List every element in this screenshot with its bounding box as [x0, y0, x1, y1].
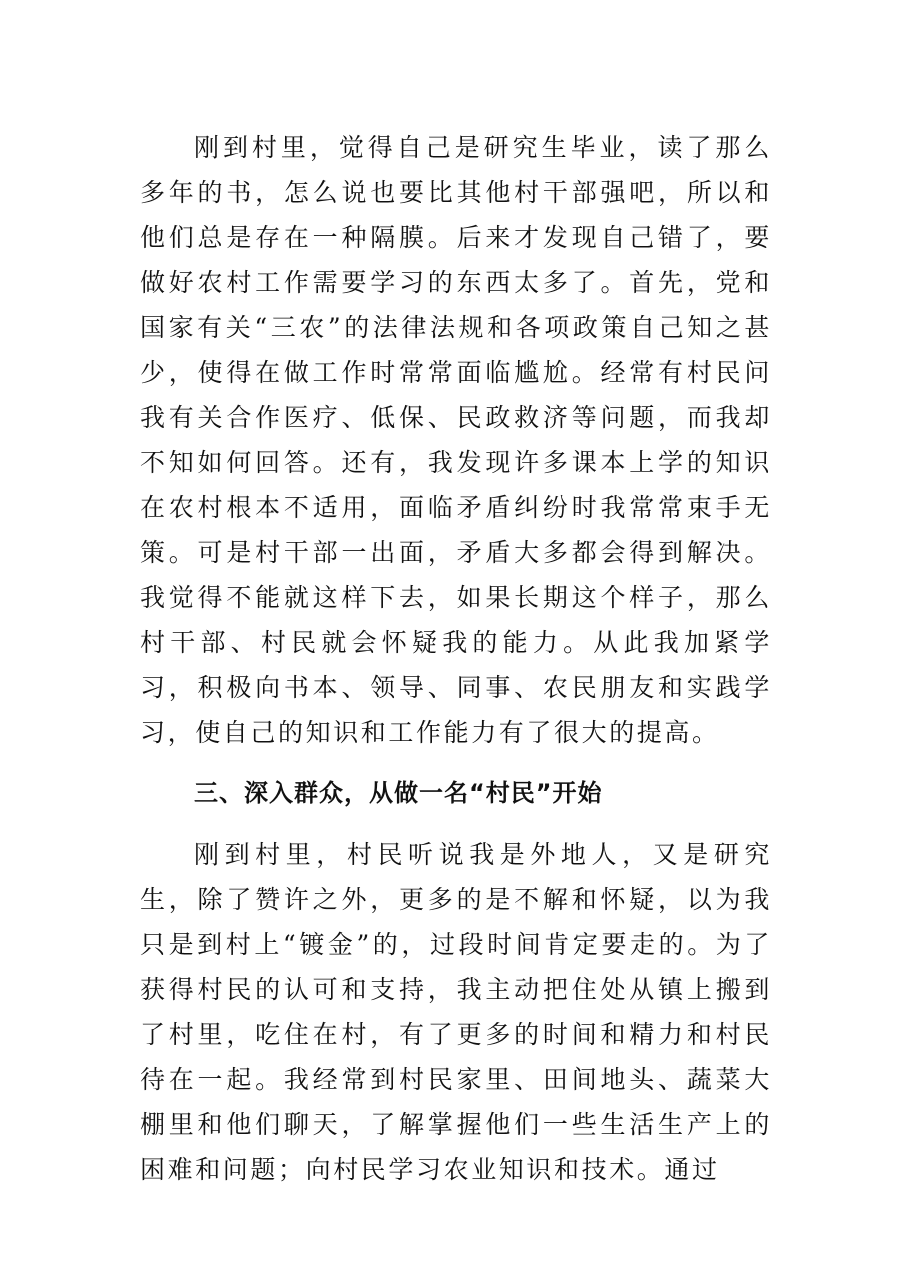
section-heading: 三、深入群众，从做一名“村民”开始	[194, 779, 603, 807]
paragraph-villagers: 刚到村里，村民听说我是外地人，又是研究生，除了赞许之外，更多的是不解和怀疑，以为我只是到村上“镀金”的，过段时间肯定要走的。为了获得村民的认可和支持，我主动把住处从镇上搬到了村里，吃住在村，有了更多的时间和精力和村民待在一起。我经常到村民家里、田间地头、蔬菜大棚里和他们聊天，了解掌握他们一些生活生产上的困难和问题；向村民学习农业知识和技术。通过	[140, 840, 772, 1184]
document-body	[140, 125, 772, 1208]
paragraph-learning: 刚到村里，觉得自己是研究生毕业，读了那么多年的书，怎么说也要比其他村干部强吧，所以和他们总是存在一种隔膜。后来才发现自己错了，要做好农村工作需要学习的东西太多了。首先，党和国家有关“三农”的法律法规和各项政策自己知之甚少，使得在做工作时常常面临尴尬。经常有村民问我有关合作医疗、低保、民政救济等问题，而我却不知如何回答。还有，我发现许多课本上学的知识在农村根本不适用，面临矛盾纠纷时我常常束手无策。可是村干部一出面，矛盾大多都会得到解决。我觉得不能就这样下去，如果长期这个样子，那么村干部、村民就会怀疑我的能力。从此我加紧学习，积极向书本、领导、同事、农民朋友和实践学习，使自己的知识和工作能力有了很大的提高。	[140, 133, 772, 747]
